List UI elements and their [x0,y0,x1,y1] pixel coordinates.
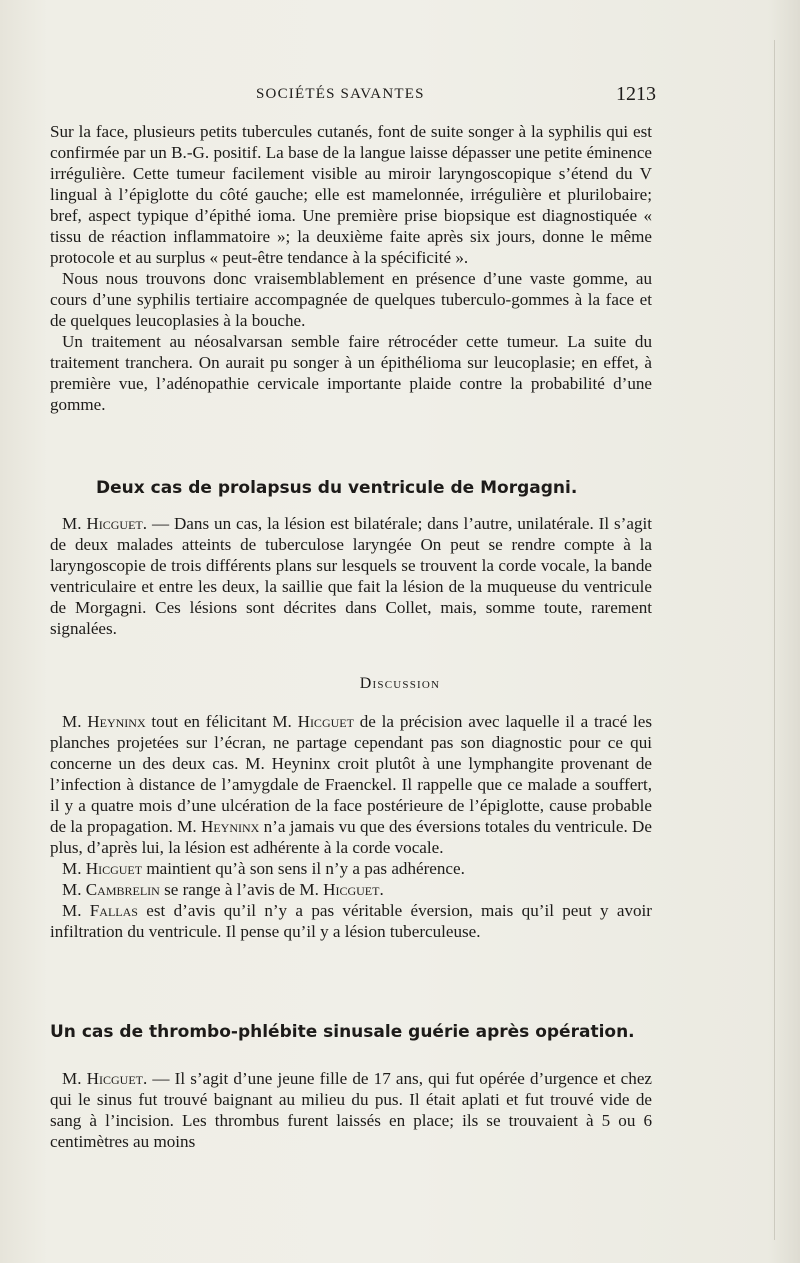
speaker-name: M. Heyninx [62,712,146,731]
speaker-name: Cambrelin [85,880,160,899]
discussion-title: Discussion [359,675,441,692]
paragraph [50,900,652,942]
paragraph [50,513,652,639]
paragraph [50,1068,652,1152]
paragraph-text: — Dans un cas, la lésion est bilatérale; dans l’autre, unilatérale. Il s’agit de deux malades atteints de tuberculose laryngée On peut se rendre compte à la laryngoscopie de trois différents plans sur lesquels se trouvent la corde vocale, la bande ventriculaire et entre les deux, la saillie que fait la lésion de la muqueuse du ventricule de Morgagni. Ces lésions sont décrites dans Collet, mais, somme toute, rarement signalées. [50,514,652,638]
paragraph-text: se range à l’avis de M. [159,880,324,899]
paragraph: Un traitement au néosalvarsan semble faire rétrocéder cette tumeur. La suite du traitement tranchera. On aurait pu songer à un épithélioma sur leucoplasie; en effet, à première vue, l’adénopathie cervicale importante plaide contre la probabilité d’une gomme. [50,332,652,414]
paragraph-text: M. [62,901,90,920]
page-number: 1213 [616,83,656,105]
paragraph [50,879,652,900]
paragraph [50,858,652,879]
paragraph-text: n’a jamais vu que des éversions totales du ventricule. De plus, d’après lui, la lésion est adhérente à la corde vocale. [50,817,652,857]
speaker-name: M. Hicguet. [62,514,148,533]
section-body [50,1068,652,1152]
discussion-body [50,711,652,942]
speaker-name: Fallas [89,901,138,920]
paragraph-text: M. [62,1069,87,1088]
speaker-name: Hicguet [85,859,143,878]
section-heading: Un cas de thrombo-phlébite sinusale guérie après opération. [50,1022,635,1042]
paragraph-text: tout en félicitant M. [145,712,298,731]
case-report-text [50,121,652,415]
running-title: SOCIÉTÉS SAVANTES [256,86,425,102]
paragraph [50,711,652,858]
speaker-name: Heyninx [201,817,260,836]
running-header [54,84,656,110]
page-edge-shadow [774,40,775,1240]
paragraph-text: M. [62,859,86,878]
paragraph-text: maintient qu’à son sens il n’y a pas adhérence. [142,859,465,878]
speaker-name: Hicguet. [323,880,384,899]
speaker-name: Hicguet [297,712,354,731]
paragraph: Nous nous trouvons donc vraisemblablement en présence d’une vaste gomme, au cours d’une syphilis tertiaire accompagnée de quelques tuberculo-gommes à la face et de quelques leucoplasies à la bouche. [50,269,652,330]
paragraph-text: est d’avis qu’il n’y a pas véritable éversion, mais qu’il peut y avoir infiltration du ventricule. Il pense qu’il y a lésion tuberculeuse. [50,901,652,941]
paragraph: Sur la face, plusieurs petits tubercules cutanés, font de suite songer à la syphilis qui est confirmée par un B.-G. positif. La base de la langue laisse dépasser une petite éminence irrégulière. Cette tumeur facilement visible au miroir laryngoscopique s’étend du V lingual à l’épiglotte du côté gauche; elle est mamelonnée, irrégulière et plurilobaire; bref, aspect typique d’épithé ioma. Une première prise biopsique est diagnostiquée « tissu de réaction inflammatoire »; la deuxième faite après six jours, donne le même protocole et au surplus « peut-être tendance à la spécificité ». [50,122,652,267]
paragraph-text: M. [62,880,86,899]
paragraph-text: de la précision avec laquelle il a tracé les planches projetées sur l’écran, ne partage cependant pas son diagnostic pour ce qui concerne un des deux cas. M. Heyninx croit plutôt à une lymphangite provenant de l’infection à distance de l’amygdale de Fraenckel. Il rappelle que ce malade a souffert, il y a quatre mois d’une ulcération de la face postérieure de l’épiglotte, cause probable de la propagation. M. [50,712,652,836]
speaker-name: Hicguet. [86,1069,148,1088]
section-body [50,513,652,639]
section-heading: Deux cas de prolapsus du ventricule de Morgagni. [96,478,578,498]
paragraph-text: — Il s’agit d’une jeune fille de 17 ans, qui fut opérée d’urgence et chez qui le sinus fut trouvé baignant au milieu du pus. Il était aplati et fut trouvé vide de sang à l’incision. Les thrombus furent laissés en place; ils se trouvaient à 5 ou 6 centimètres au moins [50,1069,652,1151]
